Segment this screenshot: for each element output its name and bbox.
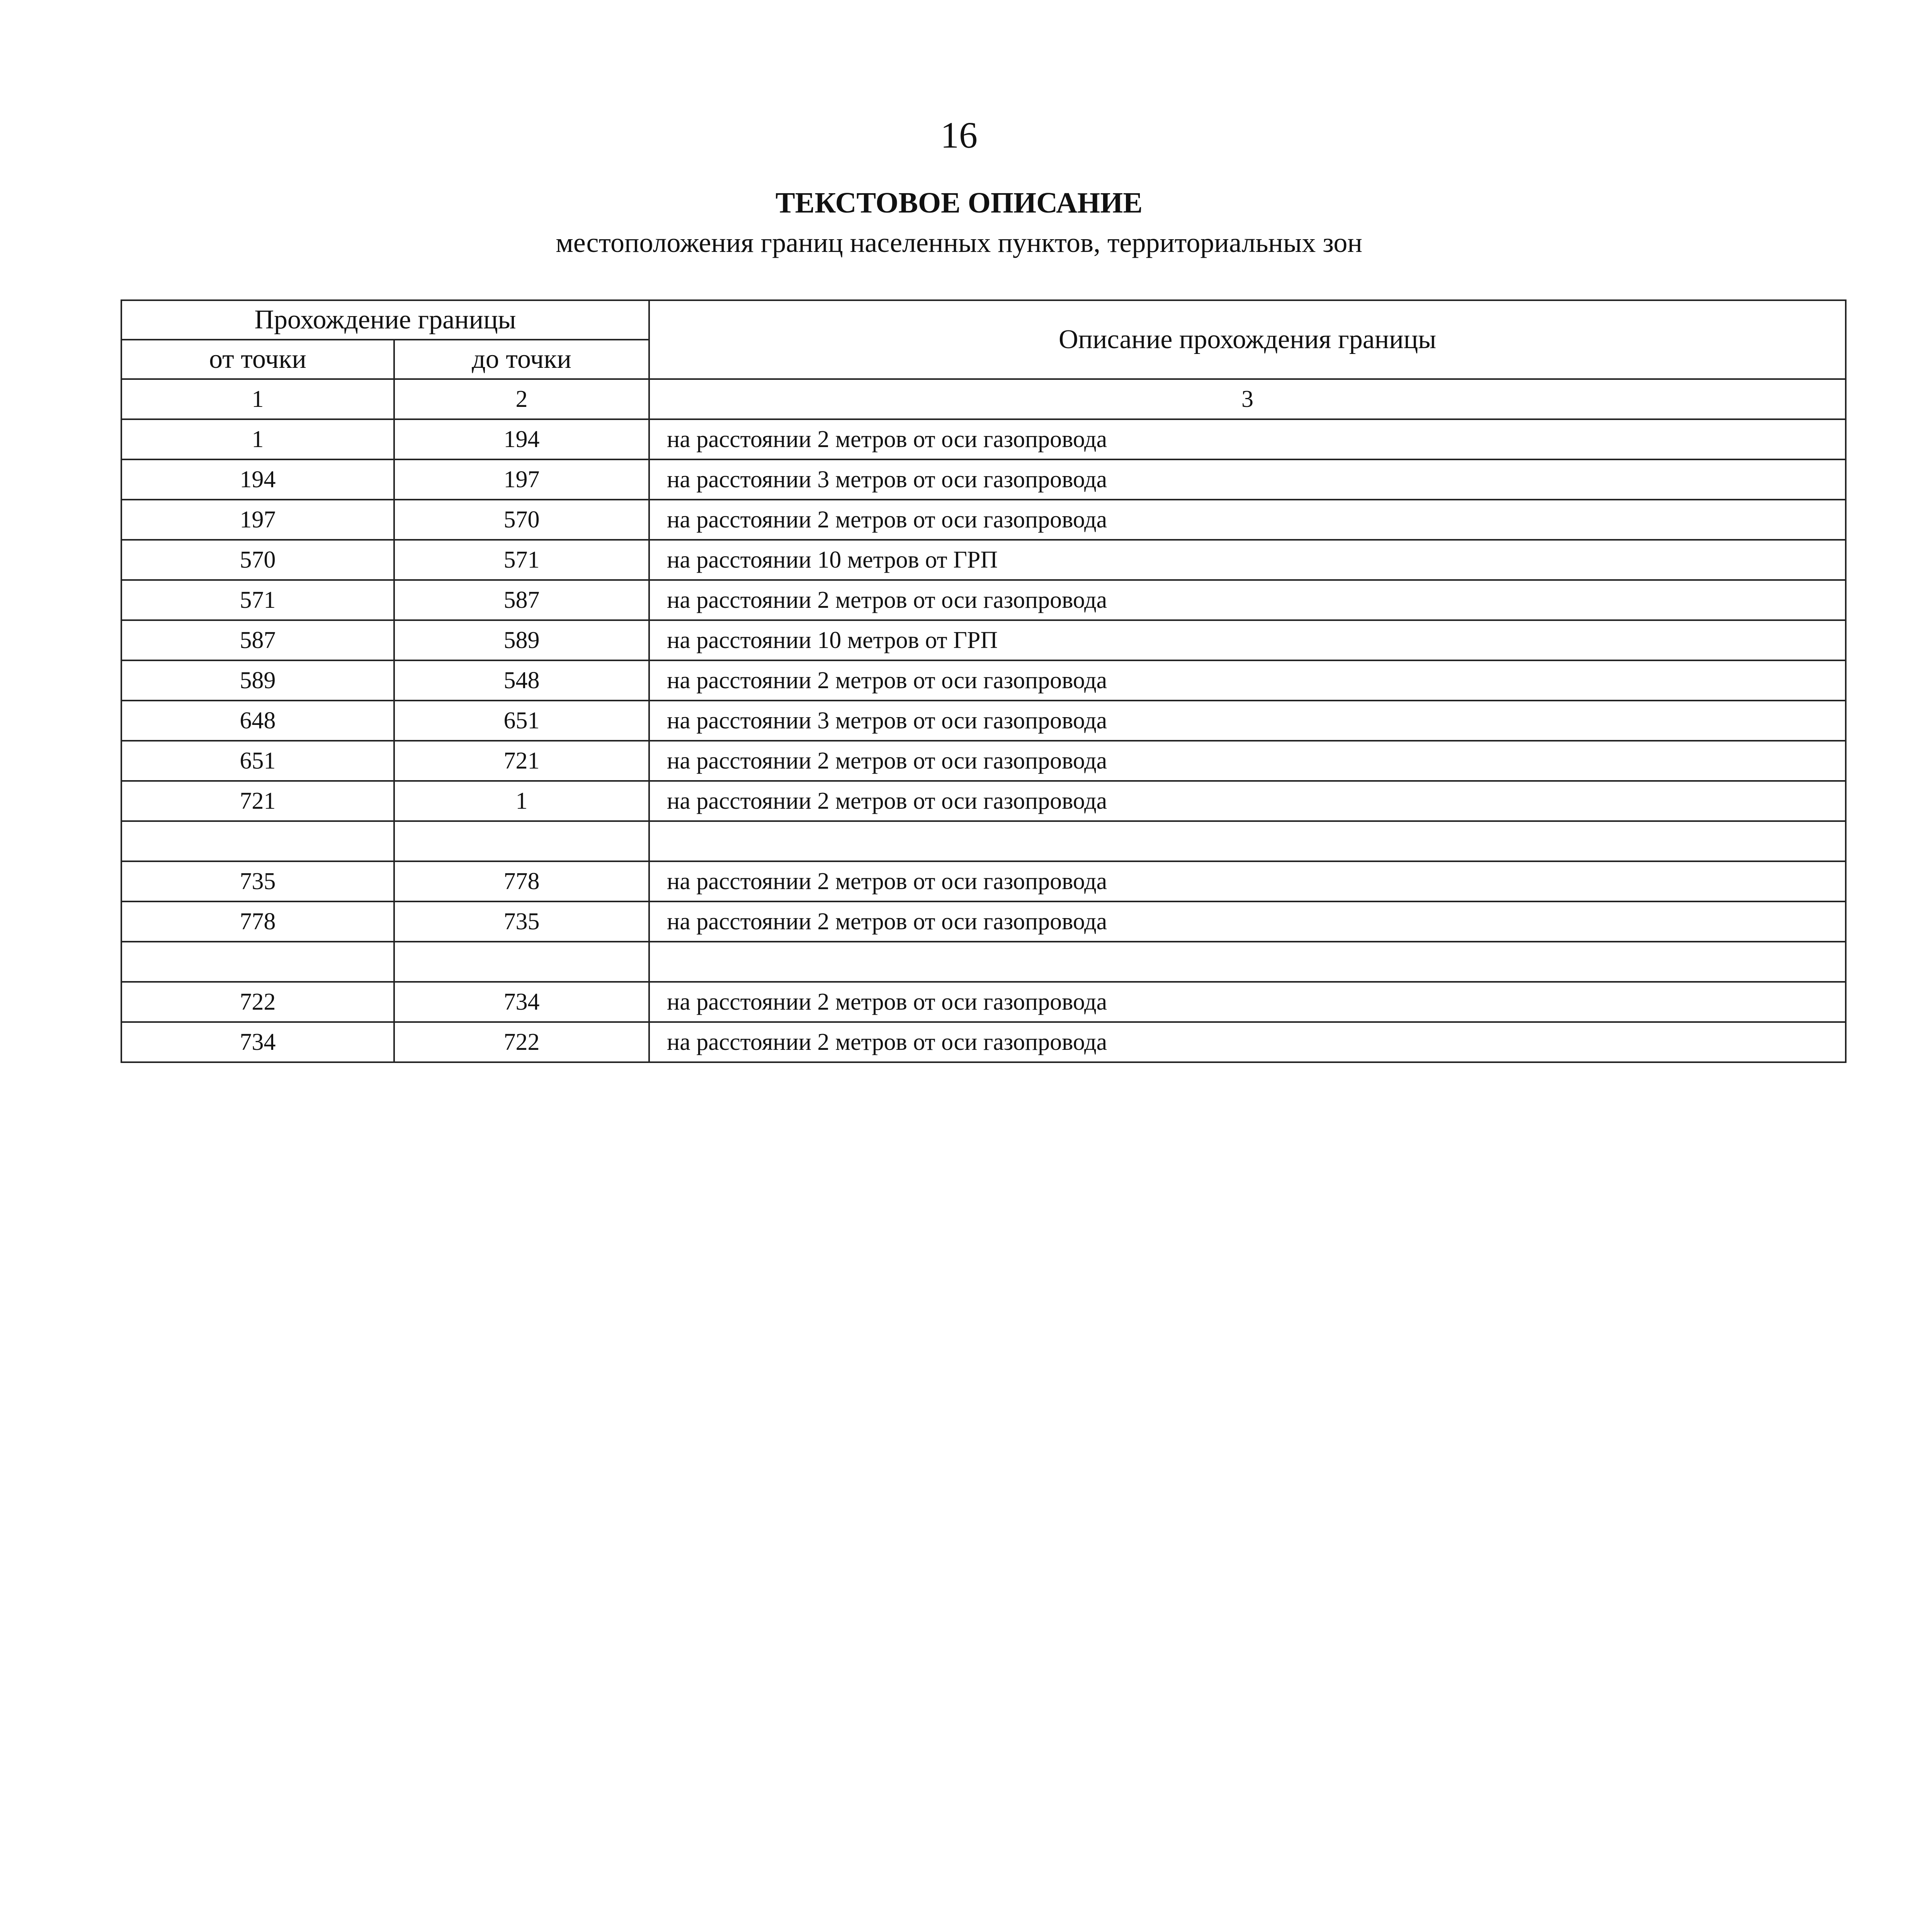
document-title: ТЕКСТОВОЕ ОПИСАНИЕ xyxy=(775,187,1143,219)
table-row xyxy=(121,781,1846,821)
table-row xyxy=(121,459,1846,500)
table-row xyxy=(121,821,1846,861)
description-cell: на расстоянии 2 метров от оси газопровода xyxy=(649,660,1846,701)
from-point-cell: 778 xyxy=(121,901,394,942)
from-point-cell: 734 xyxy=(121,1022,394,1062)
to-point-cell: 651 xyxy=(394,701,649,741)
column-number: 2 xyxy=(394,379,649,419)
description-cell: на расстоянии 3 метров от оси газопровода xyxy=(649,701,1846,741)
table-row xyxy=(121,540,1846,580)
to-point-cell: 722 xyxy=(394,1022,649,1062)
boundary-table xyxy=(121,299,1847,1063)
table-row xyxy=(121,419,1846,459)
to-point-cell: 194 xyxy=(394,419,649,459)
from-point-cell xyxy=(121,821,394,861)
description-cell: на расстоянии 2 метров от оси газопровода xyxy=(649,741,1846,781)
header-description: Описание прохождения границы xyxy=(649,300,1846,379)
table-row xyxy=(121,1022,1846,1062)
to-point-cell: 778 xyxy=(394,861,649,901)
table-body xyxy=(121,419,1846,1062)
to-point-cell xyxy=(394,942,649,982)
to-point-cell: 587 xyxy=(394,580,649,620)
description-cell: на расстоянии 2 метров от оси газопровода xyxy=(649,861,1846,901)
table-row xyxy=(121,741,1846,781)
from-point-cell: 648 xyxy=(121,701,394,741)
description-cell: на расстоянии 2 метров от оси газопровода xyxy=(649,781,1846,821)
to-point-cell: 734 xyxy=(394,982,649,1022)
to-point-cell: 735 xyxy=(394,901,649,942)
from-point-cell: 735 xyxy=(121,861,394,901)
table-row xyxy=(121,901,1846,942)
from-point-cell: 587 xyxy=(121,620,394,660)
header-boundary-passage: Прохождение границы xyxy=(121,300,649,340)
to-point-cell: 721 xyxy=(394,741,649,781)
table-row xyxy=(121,942,1846,982)
to-point-cell: 571 xyxy=(394,540,649,580)
from-point-cell: 722 xyxy=(121,982,394,1022)
to-point-cell: 1 xyxy=(394,781,649,821)
from-point-cell xyxy=(121,942,394,982)
from-point-cell: 651 xyxy=(121,741,394,781)
to-point-cell: 570 xyxy=(394,500,649,540)
description-cell: на расстоянии 2 метров от оси газопровода xyxy=(649,1022,1846,1062)
table-row xyxy=(121,580,1846,620)
header-from-point: от точки xyxy=(121,340,394,379)
description-cell: на расстоянии 3 метров от оси газопровода xyxy=(649,459,1846,500)
header-to-point: до точки xyxy=(394,340,649,379)
table-row xyxy=(121,660,1846,701)
description-cell: на расстоянии 2 метров от оси газопровода xyxy=(649,419,1846,459)
table-row xyxy=(121,982,1846,1022)
table-row xyxy=(121,500,1846,540)
table-row xyxy=(121,620,1846,660)
table-row xyxy=(121,861,1846,901)
to-point-cell: 197 xyxy=(394,459,649,500)
from-point-cell: 194 xyxy=(121,459,394,500)
description-cell: на расстоянии 2 метров от оси газопровода xyxy=(649,901,1846,942)
table-row xyxy=(121,701,1846,741)
from-point-cell: 197 xyxy=(121,500,394,540)
from-point-cell: 1 xyxy=(121,419,394,459)
to-point-cell: 589 xyxy=(394,620,649,660)
page-number: 16 xyxy=(940,114,978,156)
description-cell: на расстоянии 2 метров от оси газопровода xyxy=(649,500,1846,540)
column-number: 1 xyxy=(121,379,394,419)
from-point-cell: 721 xyxy=(121,781,394,821)
description-cell xyxy=(649,942,1846,982)
description-cell: на расстоянии 10 метров от ГРП xyxy=(649,620,1846,660)
from-point-cell: 570 xyxy=(121,540,394,580)
to-point-cell: 548 xyxy=(394,660,649,701)
description-cell: на расстоянии 10 метров от ГРП xyxy=(649,540,1846,580)
from-point-cell: 589 xyxy=(121,660,394,701)
description-cell: на расстоянии 2 метров от оси газопровода xyxy=(649,982,1846,1022)
from-point-cell: 571 xyxy=(121,580,394,620)
table-header xyxy=(121,300,1846,419)
to-point-cell xyxy=(394,821,649,861)
column-number: 3 xyxy=(649,379,1846,419)
description-cell xyxy=(649,821,1846,861)
document-subtitle: местоположения границ населенных пунктов, территориальных зон xyxy=(556,227,1362,258)
description-cell: на расстоянии 2 метров от оси газопровода xyxy=(649,580,1846,620)
